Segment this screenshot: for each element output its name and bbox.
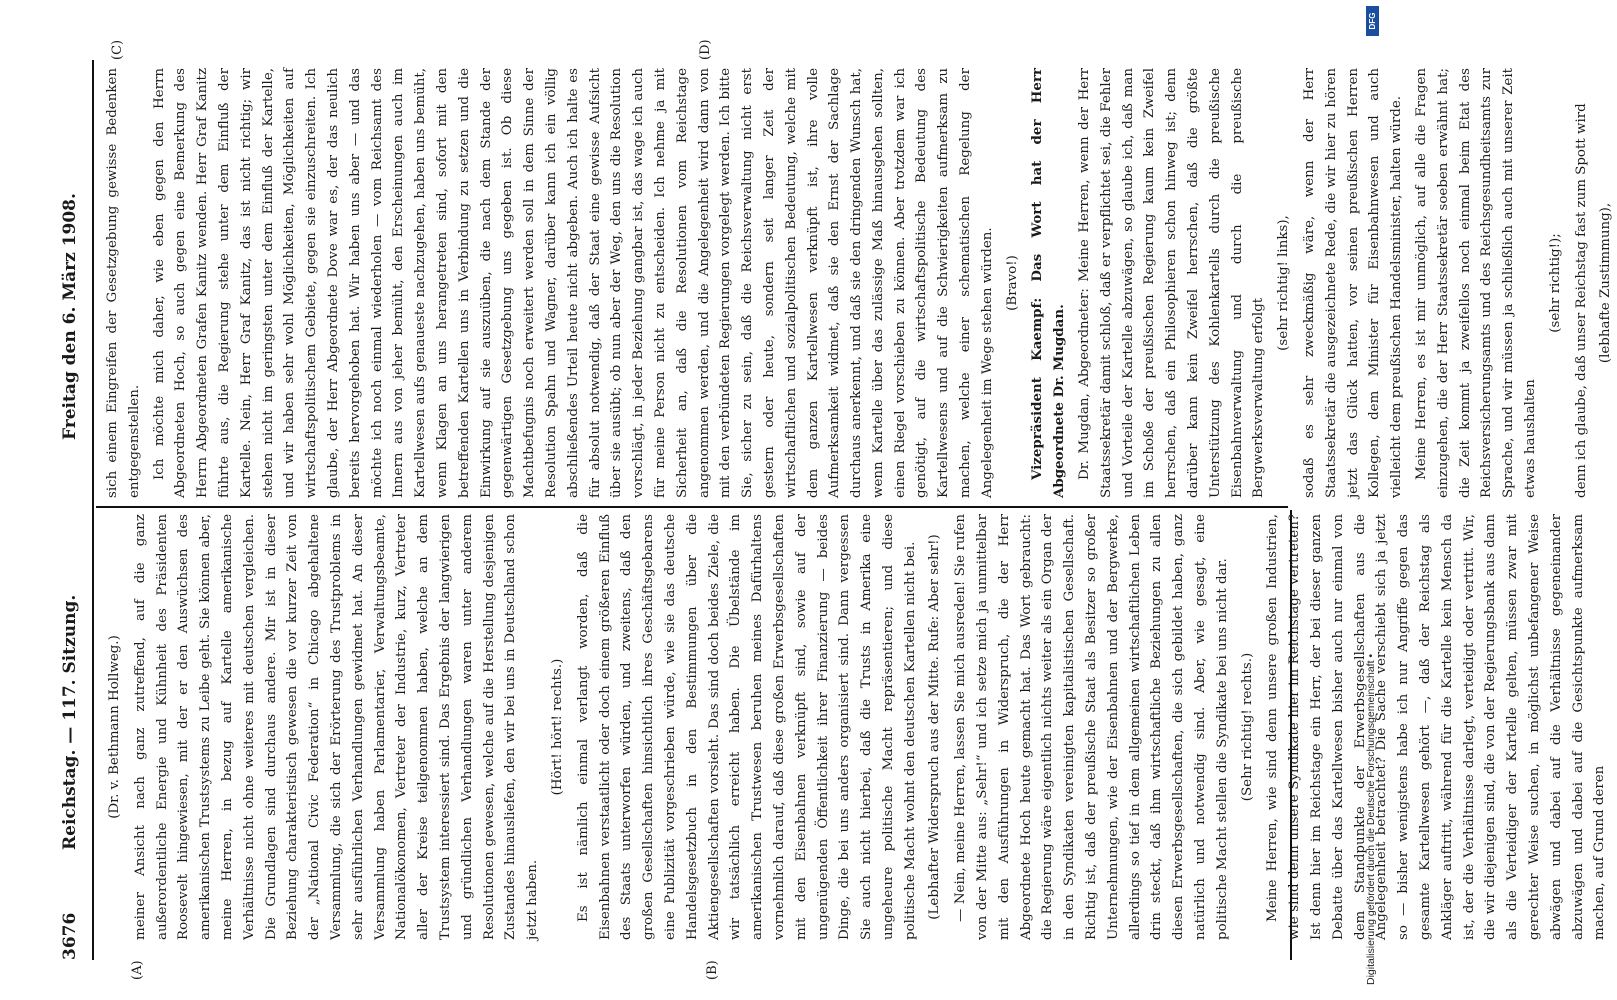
margin-marker-c: (C) [110, 39, 125, 60]
paragraph: Ich möchte mich daher, wie eben gegen den Herrn Abgeordneten Hoch, so auch gegen eine Bemerkung des Herrn Abgeordneten Grafen Kanitz wenden. Herr Graf Kanitz führte aus, die Regierung stehe unter dem Einfluß der Kartelle. Nein, Herr Graf Kanitz, das ist nicht richtig; wir stehen nicht im geringsten unter dem Einfluß der Kartelle, und wir haben sehr wohl Möglichkeiten, Möglichkeiten auf wirtschaftspolitischem Gebiete, gegen sie einzuschreiten. Ich glaube, der Herr Abgeordnete Dove war es, der das neulich bereits hervorgehoben hat. Wir haben uns aber — und das möchte ich noch einmal wiederholen — vom Reichsamt des Innern aus von jeher bemüht, den Erscheinungen auch im Kartellwesen aufs genaueste nachzugehen, haben uns bemüht, wenn Klagen an uns herangetreten sind, sofort mit den betreffenden Kartellen uns in Verbindung zu setzen und die Einwirkung auf sie auszuüben, die nach dem Stande der gegenwärtigen Gesetzgebung uns gegeben ist. Ob diese Machtbefugnis noch erweitert werden soll in dem Sinne der Resolution Spahn und Wagner, darüber kann ich ein völlig abschließendes Urteil heute nicht abgeben. Auch ich halte es für absolut notwendig, daß der Staat eine gewisse Aufsicht über sie ausübt; ob nun aber der Weg, den uns die Resolution vorschlägt, in jeder Beziehung gangbar ist, das wage ich auch für meine Person nicht zu entscheiden. Ich nehme ja mit Sicherheit an, daß die Resolutionen vom Reichstage angenommen werden, und die Angelegenheit wird dann von mit den verbündeten Regierungen vorgelegt werden. Ich bitte Sie, sicher zu sein, daß die Reichsverwaltung nicht erst gestern oder heute, sondern seit langer Zeit der wirtschaftlichen und sozialpolitischen Bedeutung, welche mit dem ganzen Kartellwesen verknüpft ist, ihre volle Aufmerksamkeit widmet, daß sie den Ernst der Sachlage durchaus anerkennt, und daß sie den dringenden Wunsch hat, wenn Kartelle über das zulässige Maß hinausgehen sollten, einen Riegel vorschieben zu können. Aber trotzdem war ich genötigt, auf die wirtschaftspolitische Bedeutung des Kartellwesens und auf die Schwierigkeiten aufmerksam zu machen, welche einer schematischen Regelung der Angelegenheit im Wege stehen würden. [151, 68, 995, 498]
margin-marker-a: (A) [130, 960, 145, 980]
paragraph: Meine Herren, wie sind denn unsere großen Industrien, wie sind denn unsere Syndikate hier im Reichstage vertreten? Ist denn hier im Reichstage ein Herr, der bei dieser ganzen Debatte über das Kartellwesen bisher auch nur einmal von dem Standpunkte der Erwerbsgesellschaften aus die Angelegenheit betrachtet? Die Sache verschiebt sich ja jetzt so — bisher wenigstens habe ich nur Angriffe gegen das gesamte Kartellwesen gehört —, daß der Reichstag als Ankläger auftritt, während für die Kartelle kein Mensch da ist, der die Verhältnisse darlegt, verteidigt oder vertritt. Wir, die wir diejenigen sind, die von der Regierungsbank aus dann als die Verteidiger der Kartelle gelten, müssen zwar mit gerechter Weise suchen, in möglichst unbefangener Weise abwägen und dabei auf die Verhältnisse gegeneinander abzuwägen und dabei auf die Gesichtspunkte aufmerksam machen, auf Grund deren [1265, 514, 1608, 940]
interjection: (sehr richtig! links), [1276, 215, 1292, 351]
paragraph: meiner Ansicht nach ganz zutreffend, auf die ganz außerordentliche Energie und Kühnheit des Präsidenten Roosevelt hingewiesen, mit der er den Auswüchsen des amerikanischen Trustsystems zu Leibe geht. Sie können aber, meine Herren, in bezug auf Kartelle amerikanische Verhältnisse nicht ohne weiteres mit deutschen vergleichen. Die Grundlagen sind durchaus andere. Mir ist in dieser Beziehung charakteristisch gewesen die vor kurzer Zeit von der „National Civic Federation“ in Chicago abgehaltene Versammlung, die sich der Erörterung des Trustproblems in sehr ausführlichen Verhandlungen gewidmet hat. An dieser Versammlung haben Parlamentarier, Verwaltungsbeamte, Nationalökonomen, Vertreter der Industrie, kurz, Vertreter aller der Kreise teilgenommen haben, welche an dem Trustsystem interessiert sind. Das Ergebnis der langwierigen und gründlichen Verhandlungen waren unter anderem Resolutionen gewesen, welche auf die Herstellung desjenigen Zustandes hinausliefen, den wir bei uns in Deutschland schon jetzt haben. [132, 514, 541, 940]
paragraph: Dr. Mugdan, Abgeordneter: Meine Herren, wenn der Herr Staatssekretär damit schloß, daß er verpflichtet sei, die Fehler und Vorteile der Kartelle abzuwägen, so glaube ich, daß man im Schoße der preußischen Regierung kaum kein Zweifel herrschen, daß ein Philosophieren schon hinweg ist; denn darüber kann kein Zweifel herrschen, daß die größte Unterstützung des Kohlenkartells durch die preußische Eisenbahnverwaltung und durch die preußische Bergwerksverwaltung erfolgt [1077, 68, 1267, 498]
session-title: Reichstag. — 117. Sitzung. [60, 594, 80, 850]
dfg-credit-text: Digitalisierung gefördert durch die Deutsche Forschungsgemeinschaft • [1365, 653, 1377, 985]
margin-marker-d: (D) [698, 39, 713, 60]
speaker-reference: (Dr. v. Bethmann Hollweg.) [107, 635, 122, 819]
paragraph: Es ist nämlich einmal verlangt worden, daß die Eisenbahnen verstaatlicht oder doch einem größeren Einfluß des Staats unterworfen würden, und zweitens, daß den großen Gesellschaften hinsichtlich ihres Geschäftsgebarens eine Publizität vorgeschrieben würde, wie sie das deutsche Handelsgesetzbuch in den Bestimmungen über die Aktiengesellschaften vorsieht. Das sind doch beides Ziele, die wir tatsächlich erreicht haben. Die Übelstände im amerikanischen Trustwesen beruhen meines Dafürhaltens vornehmlich darauf, daß diese großen Erwerbsgesellschaften mit den Eisenbahnen verknüpft sind, sowie auf der ungenügenden Öffentlichkeit ihrer Finanzierung — beides Dinge, die bei uns anders organisiert sind. Dann vergessen Sie auch nicht hierbei, daß die Trusts in Amerika eine ungeheure politische Macht repräsentieren; und diese politische Macht wohnt den deutschen Kartellen nicht bei. [575, 514, 918, 940]
dfg-credit-line [1365, 20, 1379, 985]
page-header [60, 60, 90, 960]
interjection: (Sehr richtig! rechts.) [1239, 652, 1255, 802]
paragraph: Meine Herren, es ist mir unmöglich, auf alle die Fragen einzugehen, die der Herr Staatssekretär soeben erwähnt hat; die Zeit kommt ja zweifellos noch einmal beim Etat des Reichsversicherungsamts und des Reichsgesundheitsamts zur Sprache, und wir müssen ja schließlich auch mit unserer Zeit etwas haushalten [1414, 68, 1538, 498]
header-rule [92, 60, 94, 960]
margin-marker-b: (B) [705, 960, 720, 980]
right-column [102, 68, 1614, 498]
interjection: (Lebhafter Widerspruch aus der Mitte. Rufe: Aber sehr!) [927, 534, 943, 920]
interjection: (lebhafte Zustimmung), [1598, 202, 1614, 364]
paragraph: — Nein, meine Herren, lassen Sie mich ausreden! Sie rufen von der Mitte aus: „Sehr!“ und ich setze mich ja unmittelbar mit den Ausführungen in Widerspruch, die der Herr Abgeordnete Hoch heute gemacht hat. Das Wort gebraucht: die Regierung wäre eigentlich nichts weiter als ein Organ der in den Syndikaten vereinigten kapitalistischen Gesellschaft. Richtig ist, daß der preußische Staat als Besitzer so großer Unternehmungen, wie der Eisenbahnen und der Bergwerke, allerdings so tief in dem allgemeinen wirtschaftlichen Leben drin steckt, daß ihm wirtschaftliche Beziehungen zu allen diesen Erwerbsgesellschaften, die sich gebildet haben, ganz natürlich und notwendig sind. Aber, wie gesagt, eine politische Macht stellen die Syndikate bei uns nicht dar. [953, 514, 1230, 940]
speaker-paragraph: Vizepräsident Kaempf: Das Wort hat der Herr Abgeordnete Dr. Mugdan. [1029, 68, 1068, 498]
dfg-logo: DFG [1366, 6, 1379, 36]
interjection: (Bravo!) [1004, 255, 1020, 311]
paragraph: sodaß es sehr zweckmäßig wäre, wenn der Herr Staatssekretär die ausgezeichnete Rede, die wir hier zu hören jetzt das Glück hatten, vor seinen preußischen Herren Kollegen, dem Minister für Eisenbahnwesen und auch vielleicht dem preußischen Handelsminister, halten würde. [1302, 68, 1405, 498]
paragraph: sich einem Eingreifen der Gesetzgebung gewisse Bedenken entgegenstellen. [105, 68, 142, 498]
session-date: Freitag den 6. März 1908. [60, 193, 80, 440]
page-number: 3676 [60, 912, 80, 960]
interjection: (sehr richtig!); [1547, 233, 1563, 333]
paragraph: denn ich glaube, daß unser Reichstag fast zum Spott wird [1573, 103, 1589, 498]
column-divider [96, 506, 1288, 508]
interjection: (Hört! hört! rechts.) [549, 658, 565, 796]
